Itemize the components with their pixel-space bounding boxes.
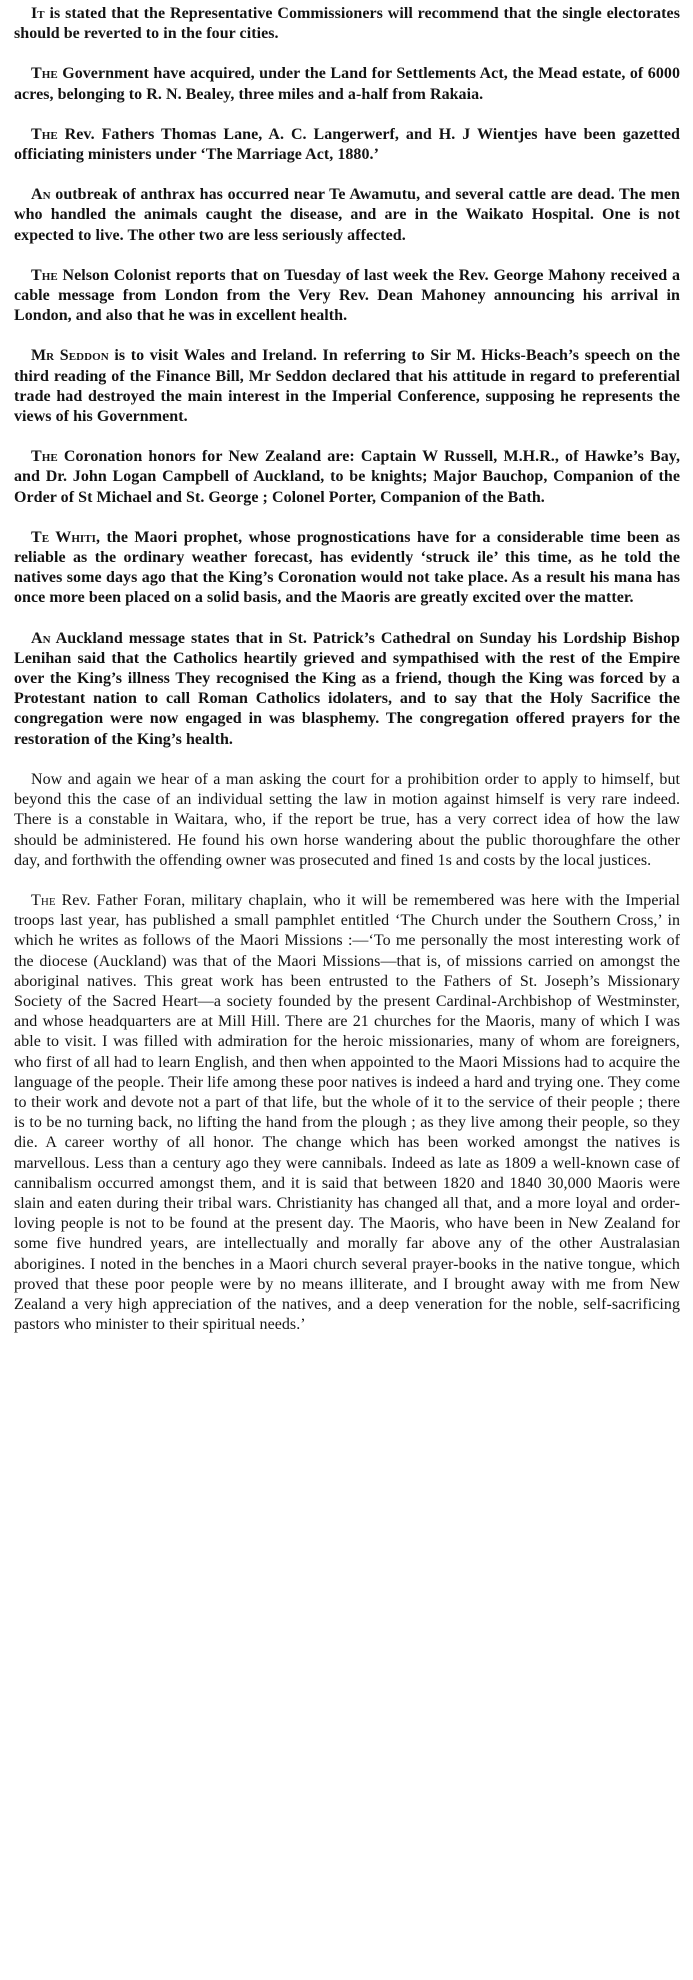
paragraph-text: Nelson Colonist reports that on Tuesday of last week the Rev. George Mahony received a cable message from London from the Very Rev. Dean Mahoney announcing his arrival in London, and also that he was in excellent health. (14, 266, 680, 325)
paragraph-text: Auckland message states that in St. Patrick’s Cathedral on Sunday his Lordship Bishop Lenihan said that the Catholics heartily grieved and sympathised with the rest of the Empire over the King’s illness They recognised the King as a friend, though the King was forced by a Protestant nation to call Roman Catholics idolaters, and to say that the Holy Sacrifice the congregation were now engaged in was blasphemy. The congregation offered prayers for the restoration of the King’s health. (14, 629, 680, 748)
news-paragraph-land-settlement (14, 64, 680, 104)
paragraph-text: Now and again we hear of a man asking the court for a prohibition order to apply to himself, but beyond this the case of an individual setting the law in motion against himself is very rare indeed. There is a constable in Waitara, who, if the report be true, has a very correct idea of how the law should be administered. He found his own horse wandering about the public thoroughfare the other day, and forthwith the offending owner was prosecuted and fined 1s and costs by the local justices. (14, 770, 680, 869)
news-paragraph-marriage-act (14, 125, 680, 165)
news-column (14, 4, 680, 1355)
news-paragraph-anthrax (14, 185, 680, 246)
paragraph-lead: An (31, 629, 51, 647)
paragraph-lead: The (31, 266, 58, 284)
news-paragraph-representation (14, 4, 680, 44)
paragraph-text: Rev. Fathers Thomas Lane, A. C. Langerwerf, and H. J Wientjes have been gazetted officiating ministers under ‘The Marriage Act, 1880.’ (14, 125, 680, 164)
paragraph-text: Government have acquired, under the Land for Settlements Act, the Mead estate, of 6000 acres, belonging to R. N. Bealey, three miles and a-half from Rakaia. (14, 65, 680, 103)
paragraph-lead: The (31, 448, 58, 466)
paragraph-lead: It (31, 5, 45, 22)
paragraph-text: is stated that the Representative Commissioners will recommend that the single electorates should be reverted to in the four cities. (14, 5, 680, 43)
paragraph-lead: The (31, 891, 56, 909)
paragraph-text: Rev. Father Foran, military chaplain, who it will be remembered was here with the Imperial troops last year, has published a small pamphlet entitled ‘The Church under the Southern Cross,’ in which he writes as follows of the Maori Missions :—‘To me personally the most interesting work of the diocese (Auckland) was that of the Maori Missions—that is, of missions carried on amongst the aboriginal natives. This great work has been entrusted to the Fathers of St. Joseph’s Missionary Society of the Sacred Heart—a society founded by the present Cardinal-Archbishop of Westminster, and whose headquarters are at Mill Hill. There are 21 churches for the Maoris, many of which I was able to visit. I was filled with admiration for the heroic missionaries, many of whom are foreigners, who first of all had to learn English, and then when appointed to the Maori Missions had to acquire the language of the people. Their life among these poor natives is indeed a hard and trying one. They come to their work and devote not a part of that life, but the whole of it to the service of their people ; there is to be no turning back, no lifting the hand from the plough ; as they live among their people, so they die. A career worthy of all honor. The change which has been worked amongst the natives is marvellous. Less than a century ago they were cannibals. Indeed as late as 1809 a well-known case of cannibalism occurred amongst them, and it is said that between 1820 and 1840 30,000 Maoris were slain and eaten during their tribal wars. Christianity has changed all that, and a more loyal and order-loving people is not to be found at the present day. The Maoris, who have been in New Zealand for some five hundred years, are intellectually and morally far above any of the other Australasian aborigines. I noted in the benches in a Maori church several prayer-books in the native tongue, which proved that these poor people were by no means illiterate, and I brought away with me from New Zealand a very high appreciation of the natives, and a deep veneration for the noble, self-sacrificing pastors who minister to their spiritual needs.’ (14, 891, 680, 1334)
paragraph-lead: Te Whiti (31, 528, 96, 546)
paragraph-text: Coronation honors for New Zealand are: Captain W Russell, M.H.R., of Hawke’s Bay, and Dr. John Logan Campbell of Auckland, to be knights; Major Bauchop, Companion of the Order of St Michael and St. George ; Colonel Porter, Companion of the Bath. (14, 448, 680, 506)
news-paragraph-te-whiti (14, 528, 680, 609)
paragraph-text: , the Maori prophet, whose prognostications have for a considerable time been as reliable as the ordinary weather forecast, has evidently ‘struck ile’ this time, as he told the natives some days ago that the King’s Coronation would not take place. As a result his mana has once more been placed on a solid basis, and the Maoris are greatly excited over the matter. (14, 528, 680, 607)
news-paragraph-maori-missions (14, 891, 680, 1335)
paragraph-text: outbreak of anthrax has occurred near Te Awamutu, and several cattle are dead. The men who handled the animals caught the disease, and are in the Waikato Hospital. One is not expected to live. The other two are less seriously affected. (14, 186, 680, 244)
news-paragraph-coronation-honors (14, 447, 680, 508)
paragraph-lead: Mr Seddon (31, 347, 109, 365)
paragraph-text: is to visit Wales and Ireland. In referring to Sir M. Hicks-Beach’s speech on the third reading of the Finance Bill, Mr Seddon declared that his attitude in regard to preferential trade had destroyed the main interest in the Imperial Conference, supposing he represents the views of his Government. (14, 347, 680, 426)
paragraph-lead: An (31, 186, 51, 204)
news-paragraph-auckland-cathedral (14, 629, 680, 750)
news-paragraph-seddon (14, 346, 680, 427)
news-paragraph-prohibition-order (14, 770, 680, 871)
paragraph-lead: The (31, 65, 58, 83)
paragraph-lead: The (31, 125, 58, 143)
news-paragraph-nelson-colonist (14, 266, 680, 327)
